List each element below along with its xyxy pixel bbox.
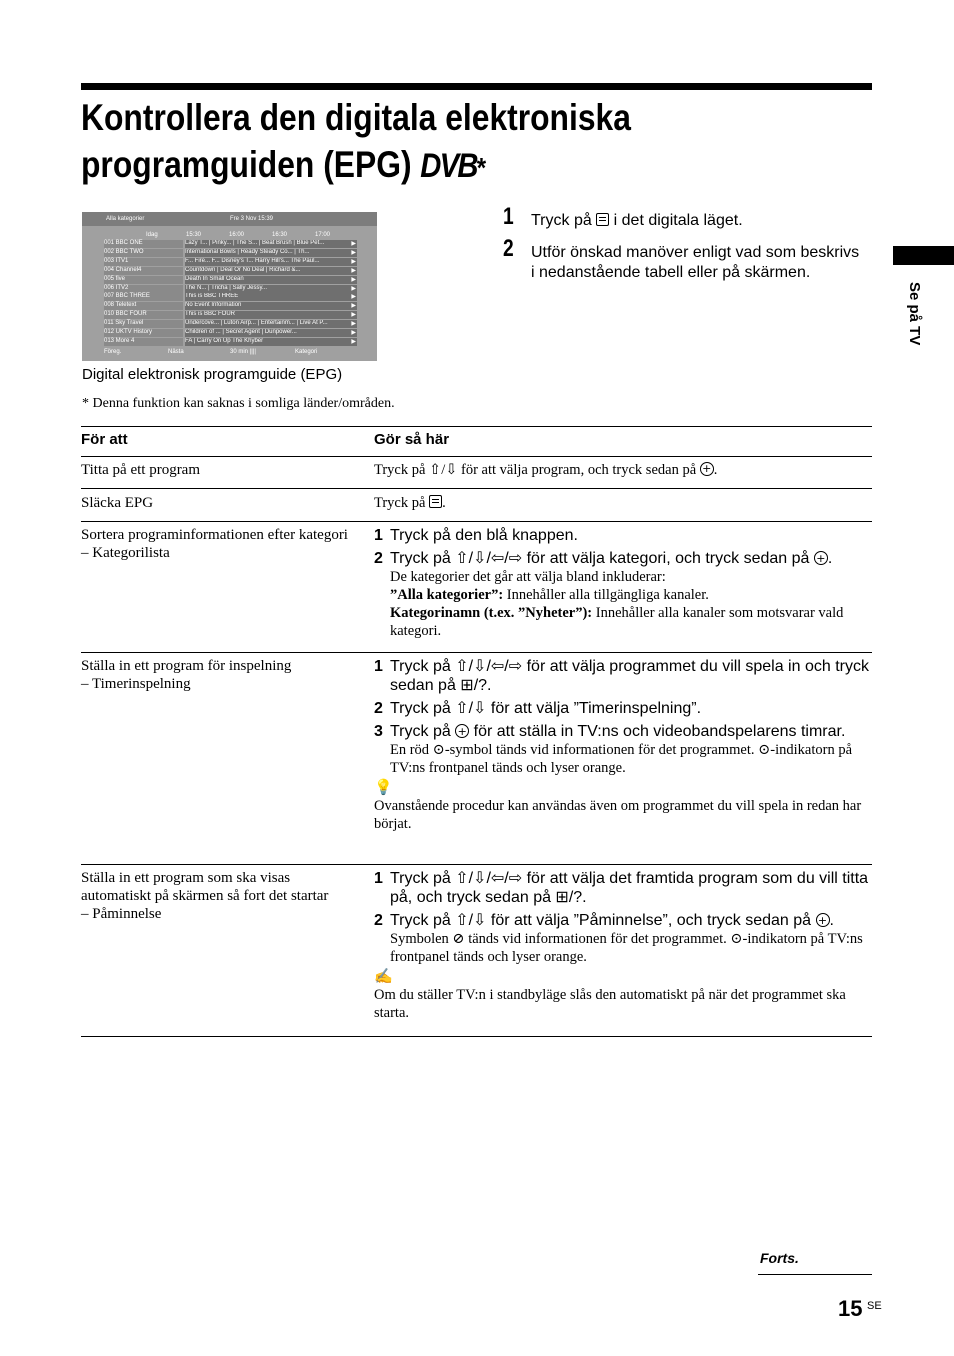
step-number: 1 <box>503 203 514 230</box>
note-icon: ✍ <box>374 969 393 985</box>
tip-icon: 💡 <box>374 780 393 796</box>
epg-row <box>104 320 357 328</box>
step-text: Utför önskad manöver enligt vad som beskrivs i nedanstående tabell eller på skärmen. <box>531 244 860 281</box>
table-cell <box>374 657 870 833</box>
epg-program: This is BBC FOUR <box>185 311 357 319</box>
ok-icon <box>455 724 469 738</box>
note-text: En röd ⊙-symbol tänds vid informationen för det programmet. ⊙-indikatorn på TV:ns frontpanel tänds och lyser orange. <box>390 742 853 776</box>
table-rule <box>81 652 872 653</box>
epg-footer-item: Nästa <box>168 349 184 355</box>
list-item: 2 Tryck på ⇧/⇩/⇦/⇨ för att välja kategori, och tryck sedan på + . <box>374 549 870 568</box>
epg-channel: 005 five <box>104 276 183 284</box>
list-item: 2 Tryck på ⇧/⇩ för att välja ”Påminnelse”, och tryck sedan på + . <box>374 911 870 930</box>
table-rule <box>81 456 872 457</box>
table-rule <box>81 521 872 522</box>
epg-channel: 013 More 4 <box>104 338 183 346</box>
epg-program: Undercove... | Luton Airp... | Entertainm... | Live At P... <box>185 320 357 328</box>
epg-arrow-icon: ▶ <box>351 338 356 345</box>
epg-row <box>104 267 357 275</box>
list-item: 1 Tryck på ⇧/⇩/⇦/⇨ för att välja programmet du vill spela in och tryck sedan på ⊞/?. <box>374 658 869 694</box>
ok-icon <box>700 462 714 476</box>
epg-time: 17:00 <box>315 232 331 238</box>
table-cell: Släcka EPG <box>81 495 154 511</box>
epg-row <box>104 338 357 346</box>
epg-channel: 002 BBC TWO <box>104 249 183 257</box>
epg-arrow-icon: ▶ <box>351 285 356 292</box>
epg-row <box>104 293 357 301</box>
figure-caption: Digital elektronisk programguide (EPG) <box>82 366 343 383</box>
note-text: De kategorier det går att välja bland inkluderar: <box>390 569 666 585</box>
epg-program: International Bowls | Ready Steady Co... | Th... <box>185 249 357 257</box>
table-cell: Tryck på ⇧/⇩ för att välja program, och tryck sedan på + . <box>374 461 870 479</box>
epg-arrow-icon: ▶ <box>351 241 356 247</box>
epg-arrow-icon: ▶ <box>351 330 356 336</box>
epg-program: Lazy T... | Pinky... | The S... | Beat Brush | Blue Pet... <box>185 240 357 248</box>
title-line-2: programguiden (EPG) <box>81 144 412 185</box>
table-cell: Ställa in ett program som ska visas automatiskt på skärmen så fort det startar – Påminnelse <box>81 870 329 922</box>
epg-footer-item: 30 min |||| <box>230 349 256 355</box>
epg-row <box>104 249 357 257</box>
table-cell: Tryck på . <box>374 495 446 511</box>
epg-channel: 001 BBC ONE <box>104 240 183 248</box>
note-text: ”Alla kategorier”: Innehåller alla tillgängliga kanaler. <box>390 587 709 603</box>
epg-program: FA | Carry On Up The Khyber <box>185 338 357 346</box>
table-cell: Sortera programinformationen efter kategori – Kategorilista <box>81 527 348 561</box>
epg-row <box>104 302 357 310</box>
epg-channel: 011 Sky Travel <box>104 320 183 328</box>
epg-time: 16:00 <box>229 232 245 238</box>
epg-footer-item: Föreg. <box>104 349 122 355</box>
title-line-1: Kontrollera den digitala elektroniska <box>81 97 631 138</box>
table-cell <box>374 869 870 1022</box>
dvb-logo: DVB* <box>420 147 485 185</box>
epg-row <box>104 240 357 248</box>
epg-time: 15:30 <box>186 232 202 238</box>
continued-rule <box>758 1274 872 1275</box>
epg-channel: 012 UKTV History <box>104 329 183 337</box>
epg-channel: 010 BBC FOUR <box>104 311 183 319</box>
epg-channel: 008 Teletext <box>104 302 183 310</box>
table-rule <box>81 426 872 427</box>
table-cell: Titta på ett program <box>81 462 201 478</box>
epg-program: F... Fire... F... Disney's T... Harry Hill's... The Paul... <box>185 258 357 266</box>
table-cell <box>374 526 870 640</box>
epg-footer-item: Kategori <box>295 349 318 355</box>
epg-channel: 006 ITV2 <box>104 285 183 293</box>
epg-header-right: Fre 3 Nov 15:39 <box>230 216 274 222</box>
table-rule <box>81 1036 872 1037</box>
tip-text: Ovanstående procedur kan användas även om programmet du vill spela in redan har börjat. <box>374 798 862 832</box>
table-header-col1: För att <box>81 431 128 448</box>
step-number: 2 <box>503 235 514 262</box>
epg-arrow-icon: ▶ <box>351 294 356 301</box>
continued-label: Forts. <box>760 1250 799 1266</box>
guide-icon <box>429 495 442 508</box>
list-item: 3 Tryck på + för att ställa in TV:ns och videobandspelarens timrar. <box>374 722 870 741</box>
list-item: 2 Tryck på ⇧/⇩ för att välja ”Timerinspelning”. <box>374 700 702 717</box>
table-cell: Ställa in ett program för inspelning – Timerinspelning <box>81 658 292 692</box>
note-text: Kategorinamn (t.ex. ”Nyheter”): Innehåller alla kanaler som motsvarar vald kategori. <box>390 605 844 639</box>
epg-program: The N... | Tricha | Sally Jessy... <box>185 285 357 293</box>
ok-icon <box>814 551 828 565</box>
page-title <box>81 94 769 191</box>
epg-arrow-icon: ▶ <box>351 258 356 265</box>
note-text: Symbolen ⊘ tänds vid informationen för det programmet. ⊙-indikatorn på TV:ns frontpanel tänds och lyser orange. <box>390 931 863 965</box>
table-rule <box>81 864 872 865</box>
epg-row <box>104 329 357 337</box>
title-rule <box>81 83 872 90</box>
epg-channel: 007 BBC THREE <box>104 293 183 301</box>
epg-header-left: Alla kategorier <box>106 216 145 222</box>
epg-row <box>104 258 357 266</box>
side-tab-marker <box>893 246 954 265</box>
epg-row <box>104 276 357 284</box>
epg-row <box>104 311 357 319</box>
epg-time: Idag <box>146 232 158 238</box>
ok-icon <box>816 913 830 927</box>
epg-program: No Event Information <box>185 302 357 310</box>
list-item: 1 Tryck på ⇧/⇩/⇦/⇨ för att välja det framtida program som du vill titta på, och tryck sedan på ⊞/?. <box>374 870 869 906</box>
epg-channel: 003 ITV1 <box>104 258 183 266</box>
page-language: SE <box>867 1300 882 1312</box>
table-rule <box>81 488 872 489</box>
page-number: 15 <box>838 1296 863 1321</box>
asterisk: * <box>476 152 485 183</box>
epg-program: This is BBC THREE <box>185 293 357 301</box>
epg-program: Countdown | Deal Or No Deal | Richard &... <box>185 267 357 275</box>
step-text: Tryck på i det digitala läget. <box>531 212 743 229</box>
epg-program: Children of ... | Secret Agent | Dunpower... <box>185 329 357 337</box>
note-text: Om du ställer TV:n i standbyläge slås den automatiskt på när det programmet ska starta. <box>374 987 846 1021</box>
epg-arrow-icon: ▶ <box>351 321 356 328</box>
epg-arrow-icon: ▶ <box>351 303 356 310</box>
epg-program: Death In Small Ocean <box>185 276 357 284</box>
footnote: * Denna funktion kan saknas i somliga länder/områden. <box>82 396 395 411</box>
epg-arrow-icon: ▶ <box>351 276 356 283</box>
epg-arrow-icon: ▶ <box>351 267 356 274</box>
epg-time: 16:30 <box>272 232 288 238</box>
table-header-col2: Gör så här <box>374 431 450 448</box>
epg-arrow-icon: ▶ <box>351 249 356 256</box>
side-tab-label: Se på TV <box>906 282 923 346</box>
list-item: 1 Tryck på den blå knappen. <box>374 527 578 544</box>
epg-arrow-icon: ▶ <box>351 312 356 319</box>
epg-row <box>104 285 357 293</box>
epg-screenshot <box>82 212 377 361</box>
guide-icon <box>596 213 609 226</box>
epg-channel: 004 Channel4 <box>104 267 183 275</box>
